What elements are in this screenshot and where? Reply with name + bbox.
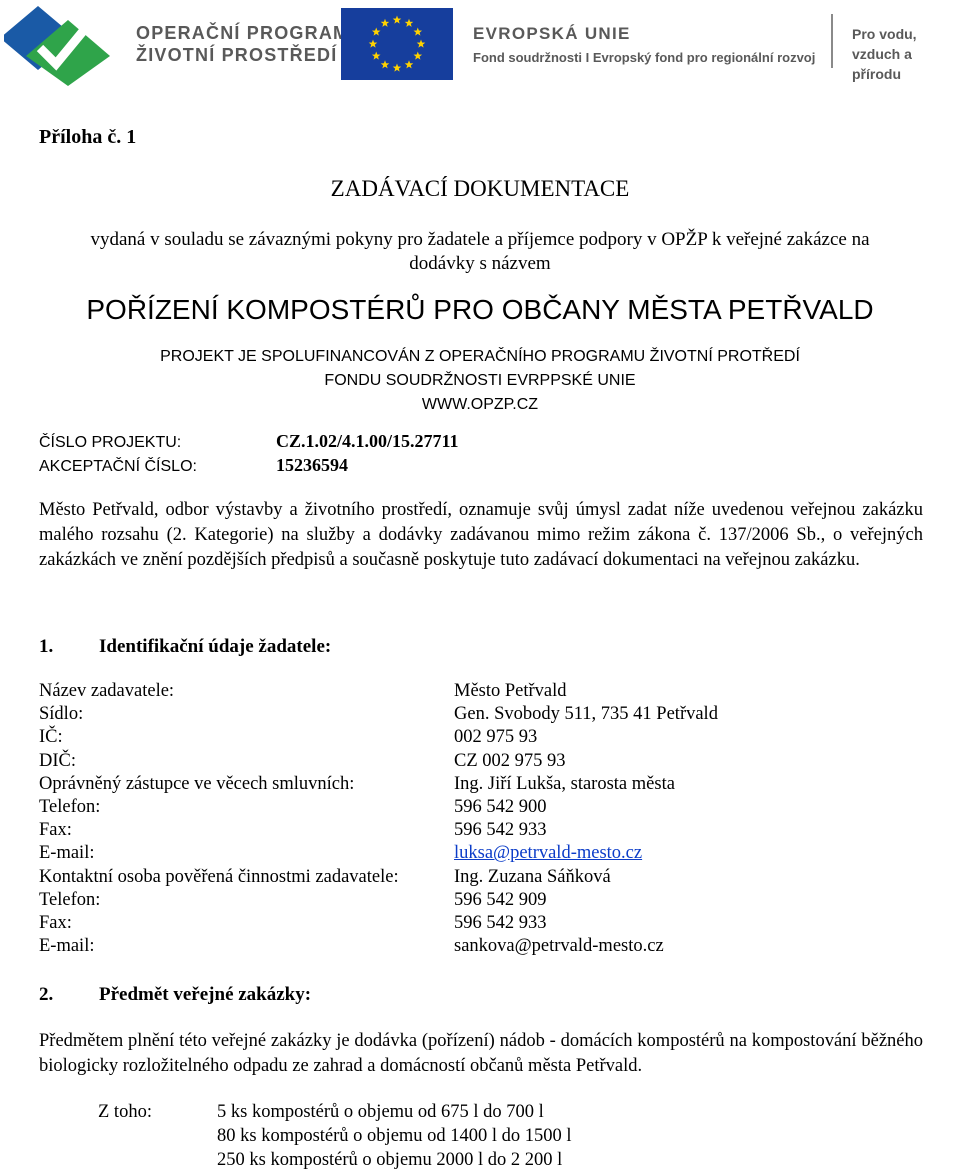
applicant-label: DIČ: [39, 750, 76, 771]
eu-title: EVROPSKÁ UNIE [473, 24, 631, 43]
funding-line2: FONDU SOUDRŽNOSTI EVRPPSKÉ UNIE [324, 372, 636, 389]
applicant-value: Ing. Jiří Lukša, starosta města [454, 773, 675, 794]
section1-number: 1. [39, 636, 54, 657]
eu-star [414, 28, 423, 36]
section2-title: Předmět veřejné zakázky: [99, 984, 312, 1005]
applicant-value: Gen. Svobody 511, 735 41 Petřvald [454, 704, 718, 725]
intro-text [0, 228, 960, 276]
eu-star [372, 28, 381, 36]
header-divider [831, 14, 833, 68]
slogan-line1: Pro vodu, [852, 26, 917, 42]
project-number-row [39, 431, 459, 452]
applicant-label: IČ: [39, 727, 63, 748]
eu-flag-icon [341, 8, 453, 80]
applicant-value: Město Petřvald [454, 681, 567, 701]
annex-label: Příloha č. 1 [39, 126, 137, 148]
funding-line1: PROJEKT JE SPOLUFINANCOVÁN Z OPERAČNÍHO PROGRAMU ŽIVOTNÍ PROTŘEDÍ [160, 348, 800, 365]
eu-star [369, 40, 378, 48]
eu-star [372, 52, 381, 60]
items-list [217, 1100, 572, 1172]
project-number: CZ.1.02/4.1.00/15.27711 [276, 431, 459, 451]
applicant-label: Oprávněný zástupce ve věcech smluvních: [39, 773, 355, 794]
section2-number: 2. [39, 984, 54, 1005]
email-link[interactable]: luksa@petrvald-mesto.cz [454, 843, 643, 864]
eu-star [405, 19, 414, 27]
eu-star [381, 60, 390, 68]
applicant-row [39, 681, 567, 702]
project-number-label: ČÍSLO PROJEKTU: [39, 434, 182, 451]
applicant-row [39, 913, 547, 934]
acceptance-label: AKCEPTAČNÍ ČÍSLO: [39, 458, 197, 475]
eu-star [417, 40, 426, 48]
applicant-label: Sídlo: [39, 704, 84, 725]
program-line2: ŽIVOTNÍ PROSTŘEDÍ [136, 45, 338, 65]
applicant-row [39, 727, 538, 748]
eu-star [393, 64, 402, 72]
applicant-row [39, 866, 611, 888]
applicant-row [39, 773, 675, 795]
slogan [852, 24, 960, 84]
eu-star [414, 52, 423, 60]
applicant-label: Telefon: [39, 889, 101, 910]
applicant-value: 596 542 900 [454, 797, 547, 817]
applicant-label: E-mail: [39, 936, 95, 957]
program-line1: OPERAČNÍ PROGRAM [136, 23, 350, 43]
applicant-row [39, 750, 566, 772]
applicant-row [39, 820, 547, 841]
section1-title: Identifikační údaje žadatele: [99, 636, 332, 657]
applicant-value: 596 542 933 [454, 913, 547, 933]
list-item: 250 ks kompostérů o objemu 2000 l do 2 200 l [217, 1150, 563, 1170]
applicant-value: CZ 002 975 93 [454, 750, 566, 771]
applicant-row [39, 889, 547, 911]
applicant-row [39, 843, 643, 864]
applicant-row [39, 936, 664, 957]
applicant-label: E-mail: [39, 843, 95, 864]
eu-star [381, 19, 390, 27]
intro-paragraph: vydaná v souladu se závaznými pokyny pro žadatele a příjemce podpory v OPŽP k veřejné zakázce na dodávky s názvem [90, 229, 870, 274]
opzp-logo [4, 2, 116, 88]
applicant-row [39, 704, 718, 725]
list-item: 80 ks kompostérů o objemu od 1400 l do 1500 l [217, 1126, 572, 1146]
applicant-value: sankova@petrvald-mesto.cz [454, 936, 664, 957]
items-label: Z toho: [98, 1102, 152, 1122]
eu-funds: Fond soudržnosti I Evropský fond pro regionální rozvoj [473, 50, 816, 65]
procurement-name: POŘÍZENÍ KOMPOSTÉRŮ PRO OBČANY MĚSTA PETŘVALD [86, 294, 874, 325]
acceptance-number: 15236594 [276, 455, 348, 475]
subject-paragraph: Předmětem plnění této veřejné zakázky je dodávka (pořízení) nádob - domácích kompostérů na kompostování běžného biologicky rozložitelného odpadu ze zahrad a domácností občanů města Petřvald. [39, 1031, 923, 1076]
applicant-label: Fax: [39, 820, 72, 841]
applicant-value: 002 975 93 [454, 727, 538, 748]
applicant-value: Ing. Zuzana Sáňková [454, 866, 611, 887]
eu-star [393, 16, 402, 24]
acceptance-number-row [39, 455, 348, 476]
program-name [136, 22, 349, 66]
funding-line3: WWW.OPZP.CZ [421, 396, 539, 413]
announcement-paragraph: Město Petřvald, odbor výstavby a životního prostředí, oznamuje svůj úmysl zadat níže uvedenou veřejnou zakázku malého rozsahu (2. Kategorie) na služby a dodávky zadávanou mimo režim zákona č. 137/2006 Sb., o veřejných zakázkách ve znění pozdějších předpisů a současně poskytuje tuto zadávací dokumentaci na veřejnou zakázku. [39, 500, 923, 570]
slogan-line2: vzduch a přírodu [852, 46, 912, 82]
document-title: ZADÁVACÍ DOKUMENTACE [330, 176, 630, 201]
eu-star [405, 60, 414, 68]
funding-statement [0, 345, 960, 417]
section1-heading [39, 636, 331, 658]
applicant-value: 596 542 933 [454, 820, 547, 841]
list-item: 5 ks kompostérů o objemu od 675 l do 700 l [217, 1102, 544, 1122]
applicant-label: Fax: [39, 913, 72, 933]
section2-heading [39, 984, 311, 1006]
applicant-label: Kontaktní osoba pověřená činnostmi zadavatele: [39, 866, 399, 887]
applicant-row [39, 797, 547, 818]
applicant-label: Název zadavatele: [39, 681, 175, 701]
applicant-value: 596 542 909 [454, 889, 547, 910]
applicant-label: Telefon: [39, 797, 101, 817]
